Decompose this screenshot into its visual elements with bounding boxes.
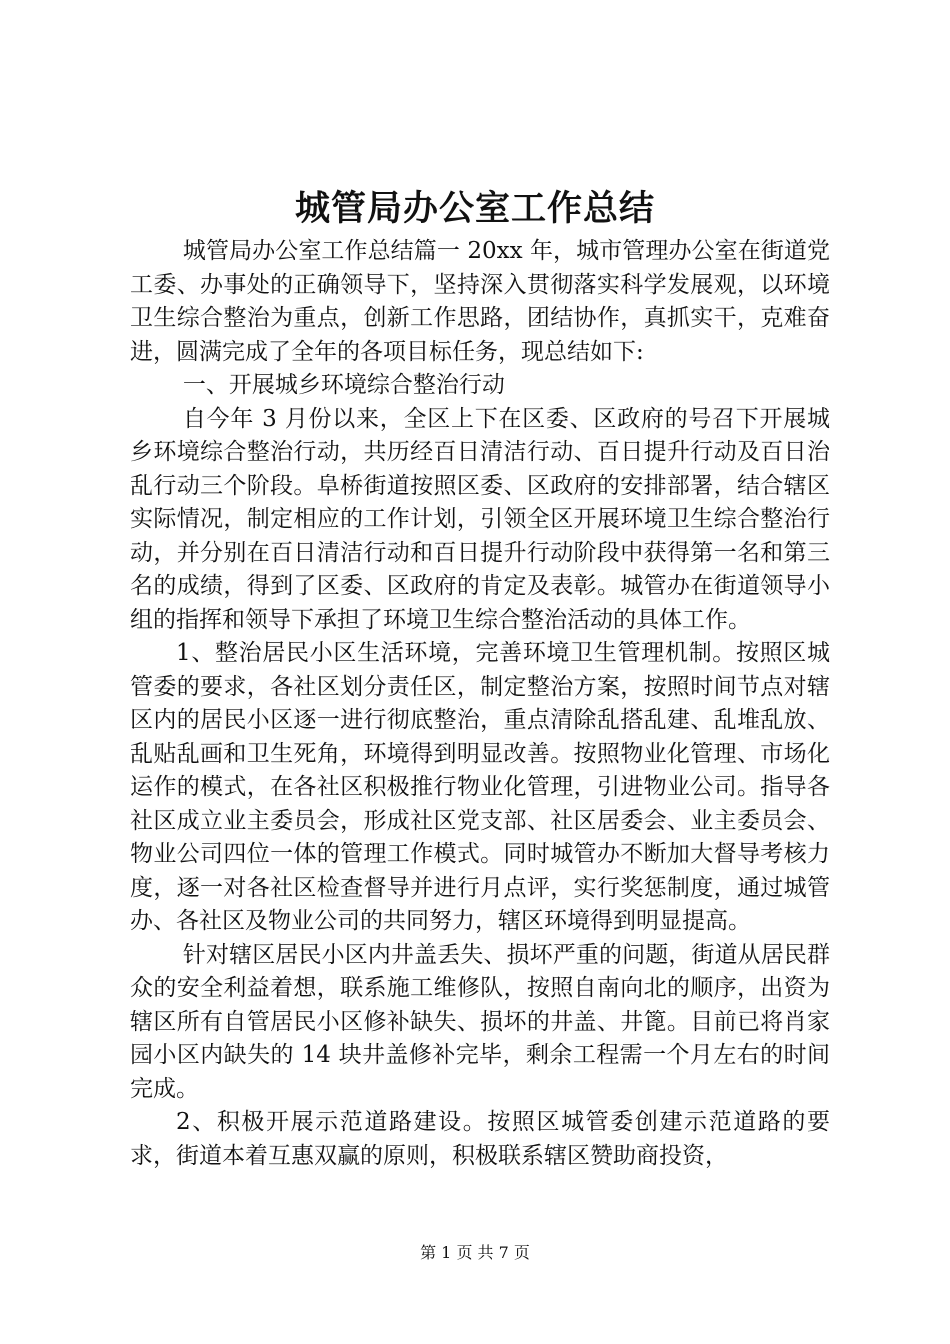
page-footer: 第 1 页 共 7 页 bbox=[420, 1243, 530, 1262]
document-body bbox=[130, 235, 830, 1173]
paragraph-section-one: 自今年 3 月份以来，全区上下在区委、区政府的号召下开展城乡环境综合整治行动，共历经百日清洁行动、百日提升行动及百日治乱行动三个阶段。阜桥街道按照区委、区政府的安排部署，结合辖区实际情况，制定相应的工作计划，引领全区开展环境卫生综合整治行动，并分别在百日清洁行动和百日提升行动阶段中获得第一名和第三名的成绩，得到了区委、区政府的肯定及表彰。城管办在街道领导小组的指挥和领导下承担了环境卫生综合整治活动的具体工作。 bbox=[130, 405, 830, 633]
paragraph-intro: 城管局办公室工作总结篇一 20xx 年，城市管理办公室在街道党工委、办事处的正确领导下，坚持深入贯彻落实科学发展观，以环境卫生综合整治为重点，创新工作思路，团结协作，真抓实干，克难奋进，圆满完成了全年的各项目标任务，现总结如下: bbox=[130, 238, 830, 365]
paragraph-manholes: 针对辖区居民小区内井盖丢失、损坏严重的问题，街道从居民群众的安全利益着想，联系施工维修队，按照自南向北的顺序，出资为辖区所有自管居民小区修补缺失、损坏的井盖、井篦。目前已将肖家园小区内缺失的 14 块井盖修补完毕，剩余工程需一个月左右的时间完成。 bbox=[130, 941, 830, 1102]
section-heading: 一、开展城乡环境综合整治行动 bbox=[182, 372, 505, 398]
paragraph-item-two: 2、积极开展示范道路建设。按照区城管委创建示范道路的要求，街道本着互惠双赢的原则，积极联系辖区赞助商投资， bbox=[130, 1109, 830, 1169]
paragraph-item-one: 1、整治居民小区生活环境，完善环境卫生管理机制。按照区城管委的要求，各社区划分责任区，制定整治方案，按照时间节点对辖区内的居民小区逐一进行彻底整治，重点清除乱搭乱建、乱堆乱放、乱贴乱画和卫生死角，环境得到明显改善。按照物业化管理、市场化运作的模式，在各社区积极推行物业化管理，引进物业公司。指导各社区成立业主委员会，形成社区党支部、社区居委会、业主委员会、物业公司四位一体的管理工作模式。同时城管办不断加大督导考核力度，逐一对各社区检查督导并进行月点评，实行奖惩制度，通过城管办、各社区及物业公司的共同努力，辖区环境得到明显提高。 bbox=[130, 640, 830, 934]
document-title: 城管局办公室工作总结 bbox=[294, 188, 655, 229]
